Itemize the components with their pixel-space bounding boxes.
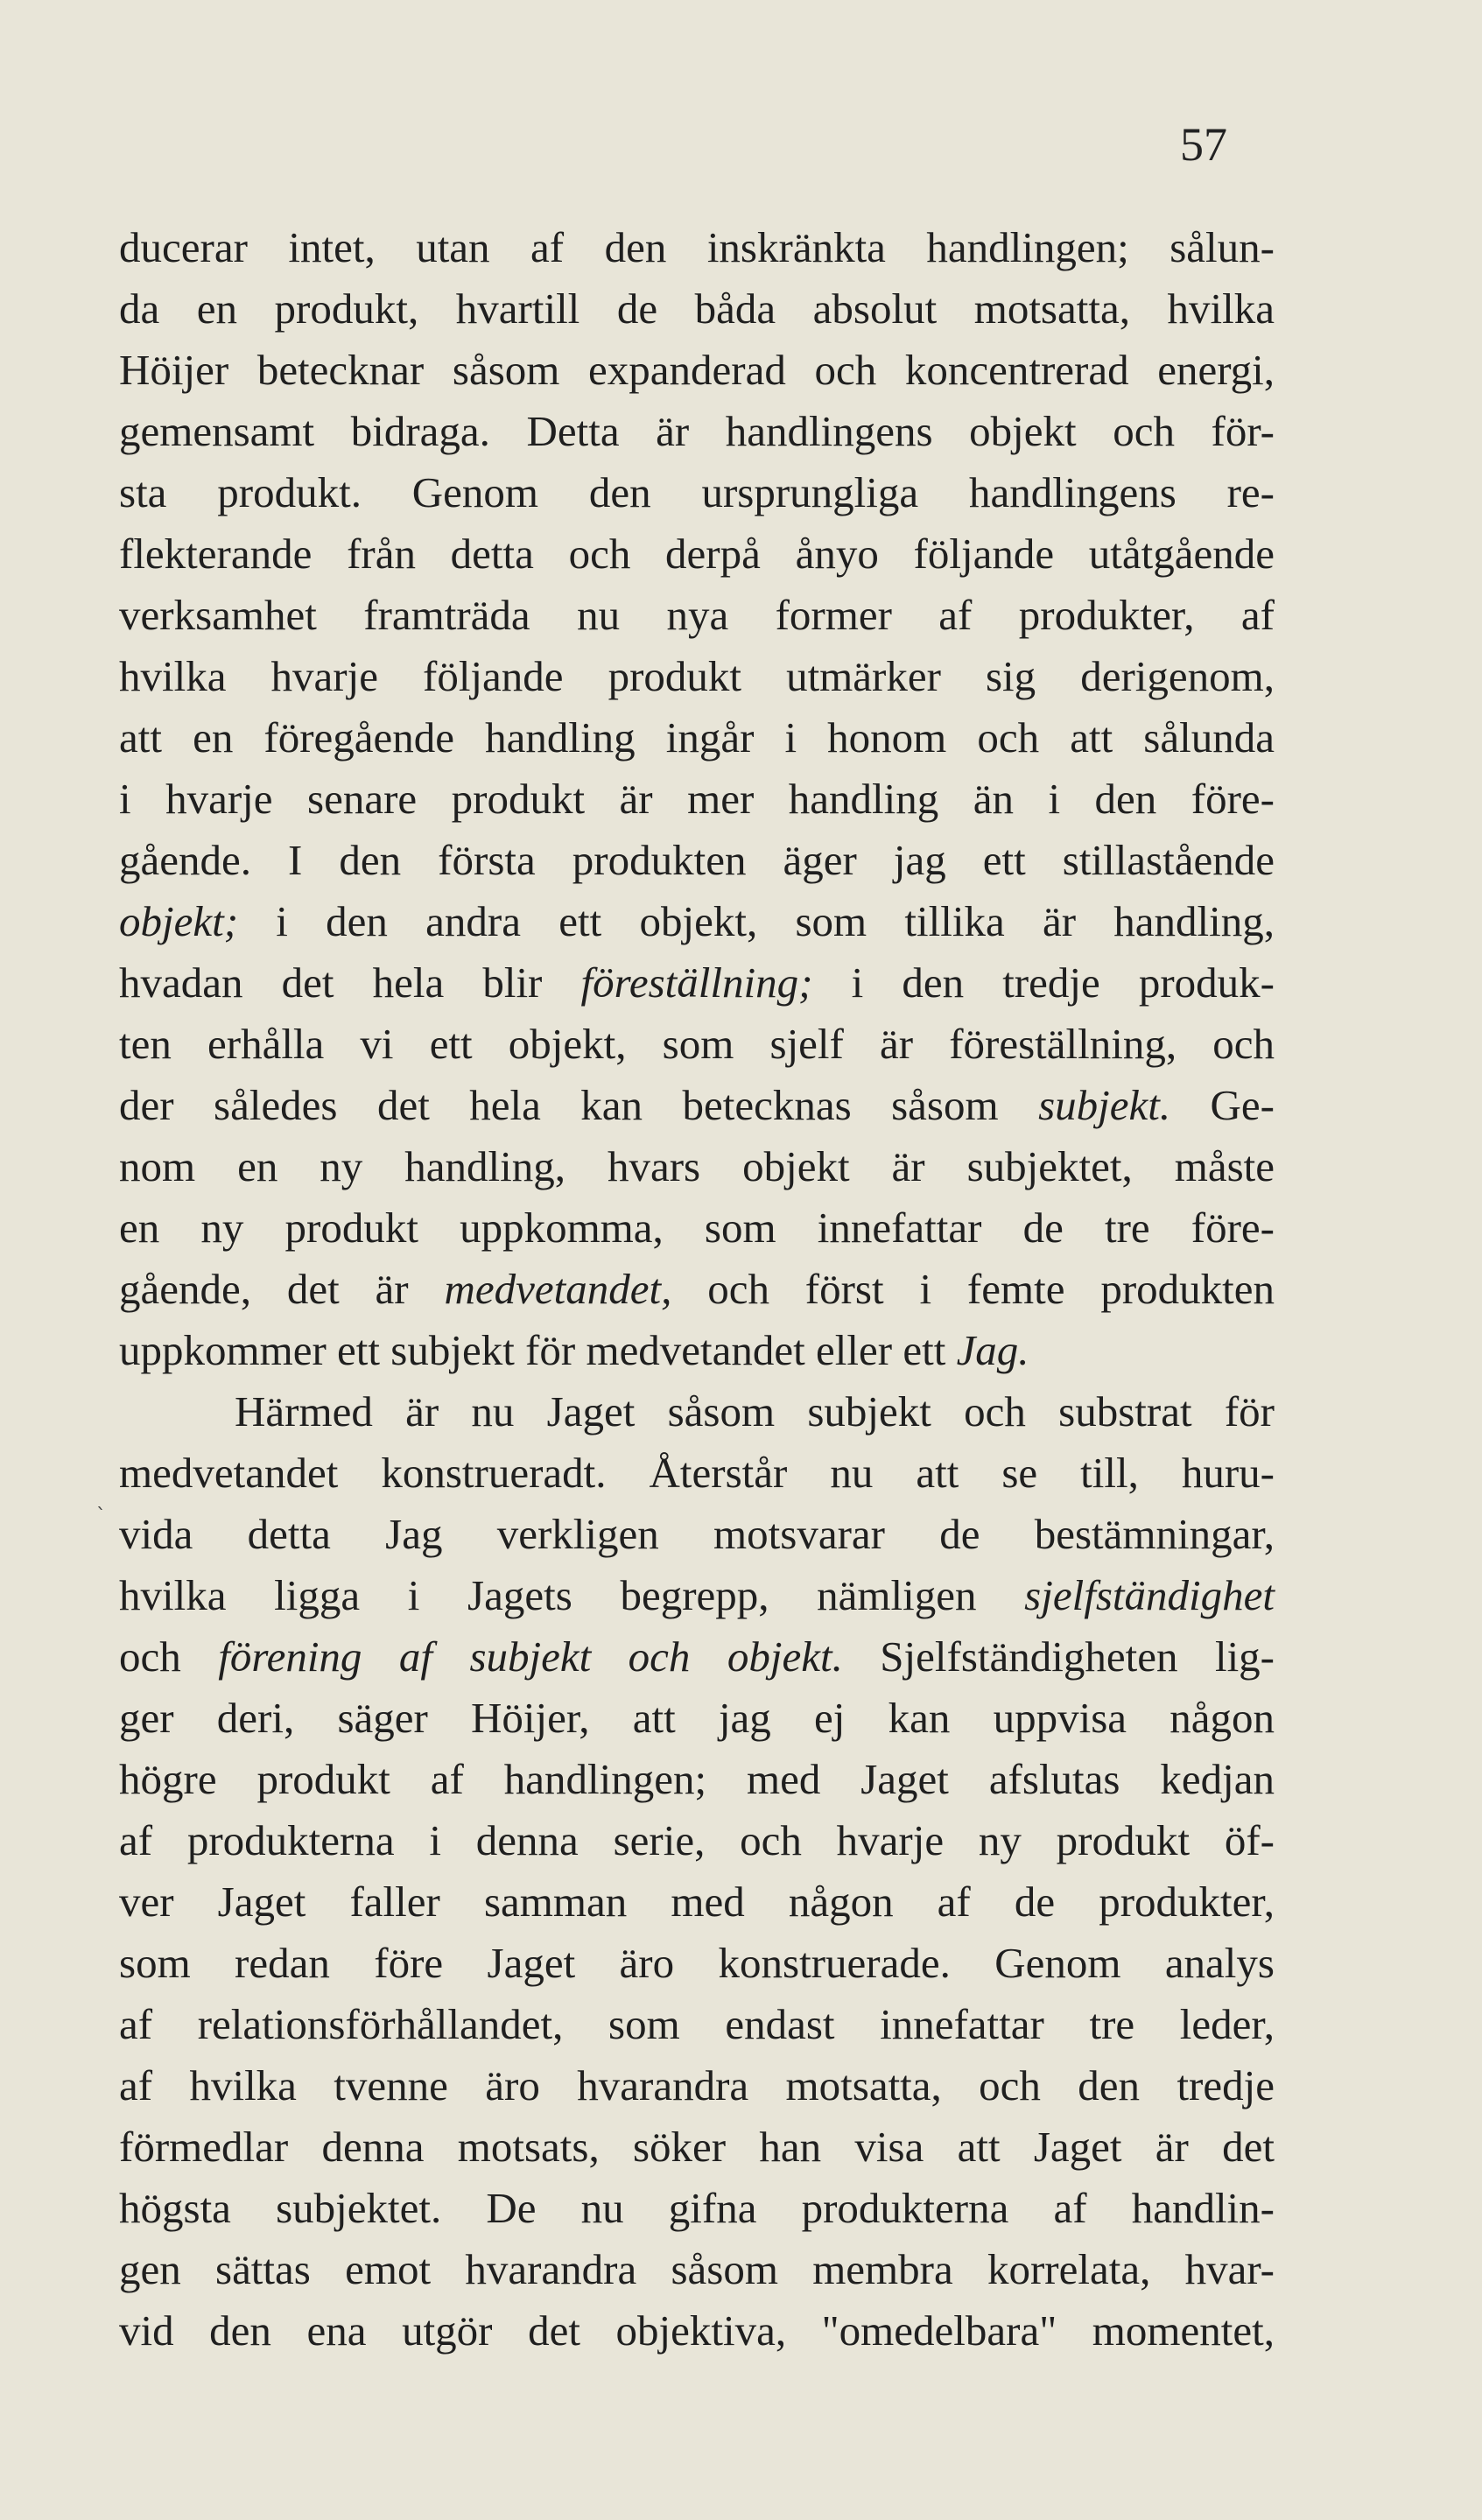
text-segment: ducerar intet, utan af den inskränkta handlingen; sålun-: [119, 223, 1275, 271]
text-segment: högsta subjektet. De nu gifna produkterna af handlin-: [119, 2184, 1275, 2232]
text-line: [119, 2300, 1275, 2362]
text-line: [119, 1994, 1275, 2055]
text-segment: förmedlar denna motsats, söker han visa att Jaget är det: [119, 2123, 1275, 2171]
text-segment: och först i femte produkten: [671, 1265, 1275, 1313]
text-segment: ger deri, säger Höijer, att jag ej kan uppvisa någon: [119, 1694, 1275, 1742]
text-segment: och: [119, 1632, 219, 1681]
italic-text: medvetandet,: [444, 1265, 672, 1313]
text-line: [119, 952, 1275, 1014]
text-segment: vid den ena utgör det objektiva, "omedelbara" momentet,: [119, 2306, 1275, 2355]
text-segment: gående. I den första produkten äger jag ett stillastående: [119, 836, 1275, 884]
text-segment: af hvilka tvenne äro hvarandra motsatta, och den tredje: [119, 2061, 1275, 2109]
text-line: [119, 1749, 1275, 1810]
italic-text: sjelfständighet: [1024, 1571, 1275, 1619]
text-segment: gående, det är: [119, 1265, 445, 1313]
text-line: [119, 1075, 1275, 1136]
text-line: [119, 1810, 1275, 1871]
text-line: [119, 1014, 1275, 1075]
text-segment: medvetandet konstrueradt. Återstår nu att se till, huru-: [119, 1449, 1275, 1497]
italic-text: subjekt.: [1038, 1081, 1171, 1129]
text-segment: i den tredje produk-: [812, 958, 1275, 1007]
text-line: [119, 769, 1275, 830]
text-line: [119, 462, 1275, 523]
italic-text: Jag.: [956, 1326, 1029, 1374]
text-segment: nom en ny handling, hvars objekt är subjektet, måste: [119, 1142, 1275, 1190]
text-line: [119, 1320, 1275, 1381]
text-segment: verksamhet framträda nu nya former af produkter, af: [119, 591, 1275, 639]
text-segment: hvilka hvarje följande produkt utmärker sig derigenom,: [119, 652, 1275, 700]
text-segment: uppkommer ett subjekt för medvetandet eller ett: [119, 1326, 957, 1374]
text-segment: Sjelfständigheten lig-: [842, 1632, 1275, 1681]
text-line: [119, 523, 1275, 585]
body-text: [119, 217, 1275, 2362]
text-line: [119, 891, 1275, 952]
text-line: [119, 1933, 1275, 1994]
text-line: [119, 1381, 1275, 1443]
text-segment: i hvarje senare produkt är mer handling än i den före-: [119, 775, 1275, 823]
text-segment: af relationsförhållandet, som endast innefattar tre leder,: [119, 2000, 1275, 2048]
text-segment: sta produkt. Genom den ursprungliga handlingens re-: [119, 468, 1275, 516]
text-segment: att en föregående handling ingår i honom och att sålunda: [119, 713, 1275, 762]
text-segment: Höijer betecknar såsom expanderad och koncentrerad energi,: [119, 346, 1275, 394]
margin-mark: ˋ: [96, 1506, 106, 1527]
text-segment: Härmed är nu Jaget såsom subjekt och substrat för: [235, 1387, 1275, 1435]
text-segment: der således det hela kan betecknas såsom: [119, 1081, 1039, 1129]
text-segment: ver Jaget faller samman med någon af de produkter,: [119, 1878, 1275, 1926]
text-line: [119, 340, 1275, 401]
text-line: [119, 646, 1275, 707]
text-line: [119, 707, 1275, 769]
text-line: [119, 217, 1275, 278]
text-line: [119, 585, 1275, 646]
text-line: [119, 2055, 1275, 2116]
text-segment: flekterande från detta och derpå ånyo följande utåtgående: [119, 530, 1275, 578]
text-segment: hvilka ligga i Jagets begrepp, nämligen: [119, 1571, 1025, 1619]
text-line: [119, 1504, 1275, 1565]
text-segment: i den andra ett objekt, som tillika är handling,: [238, 897, 1275, 945]
text-segment: hvadan det hela blir: [119, 958, 581, 1007]
text-line: [119, 1565, 1275, 1626]
text-line: [119, 1197, 1275, 1259]
text-line: [119, 401, 1275, 462]
text-segment: gen sättas emot hvarandra såsom membra korrelata, hvar-: [119, 2245, 1275, 2293]
text-segment: en ny produkt uppkomma, som innefattar de tre före-: [119, 1204, 1275, 1252]
text-line: [119, 830, 1275, 891]
text-line: [119, 278, 1275, 340]
text-line: [119, 1136, 1275, 1197]
text-segment: af produkterna i denna serie, och hvarje ny produkt öf-: [119, 1816, 1275, 1864]
italic-text: objekt;: [119, 897, 239, 945]
text-segment: Ge-: [1170, 1081, 1275, 1129]
text-segment: vida detta Jag verkligen motsvarar de bestämningar,: [119, 1510, 1275, 1558]
text-line: [119, 1871, 1275, 1933]
text-line: [119, 1443, 1275, 1504]
text-segment: som redan före Jaget äro konstruerade. Genom analys: [119, 1939, 1275, 1987]
text-line: [119, 1626, 1275, 1688]
text-segment: högre produkt af handlingen; med Jaget afslutas kedjan: [119, 1755, 1275, 1803]
text-segment: ten erhålla vi ett objekt, som sjelf är föreställning, och: [119, 1020, 1275, 1068]
italic-text: förening af subjekt och objekt.: [218, 1632, 843, 1681]
text-line: [119, 2178, 1275, 2239]
italic-text: föreställning;: [580, 958, 813, 1007]
page-number: 57: [1180, 118, 1227, 171]
text-line: [119, 2116, 1275, 2178]
text-segment: da en produkt, hvartill de båda absolut motsatta, hvilka: [119, 284, 1275, 333]
text-line: [119, 2239, 1275, 2300]
text-line: [119, 1688, 1275, 1749]
text-line: [119, 1259, 1275, 1320]
text-segment: gemensamt bidraga. Detta är handlingens objekt och för-: [119, 407, 1275, 455]
